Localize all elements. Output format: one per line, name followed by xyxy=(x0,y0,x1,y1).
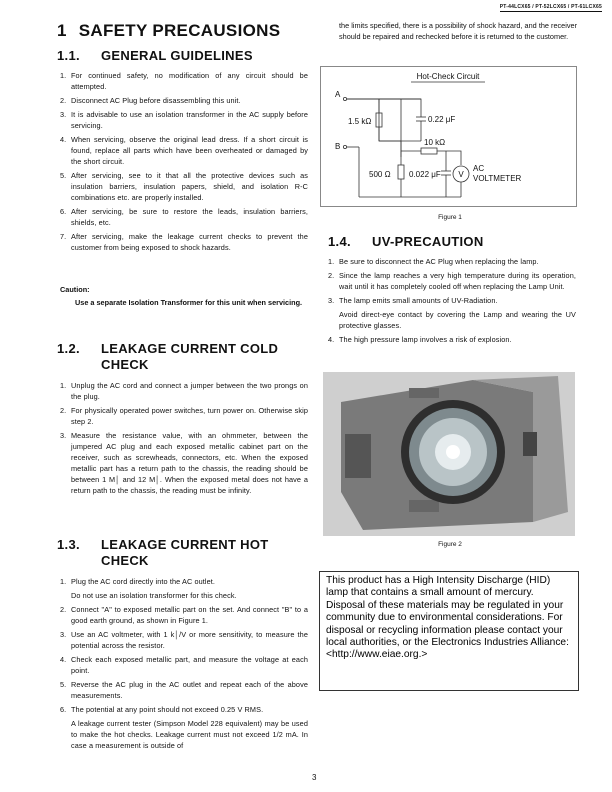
list-item xyxy=(60,704,308,751)
list-item xyxy=(328,334,576,345)
list-item-number: 2. xyxy=(328,271,335,280)
label-r1: 1.5 kΩ xyxy=(348,117,372,126)
list-item xyxy=(60,231,308,253)
caution-heading: Caution: xyxy=(60,285,90,294)
list-item-body: For continued safety, no modification of any circuit should be attempted. xyxy=(71,71,308,91)
resistor-10k xyxy=(421,148,437,154)
list-item-body: Connect "A" to exposed metallic part on the set. And connect "B" to a good earth ground, as shown in Figure 1. xyxy=(71,605,308,625)
list-item-text xyxy=(339,256,576,267)
page-number: 3 xyxy=(312,773,317,782)
list-item-body: Be sure to disconnect the AC Plug when replacing the lamp. xyxy=(339,257,539,266)
list-item-text xyxy=(71,231,308,253)
list-item-text xyxy=(71,654,308,676)
section-number: 1 xyxy=(57,21,67,40)
list-item-body: Unplug the AC cord and connect a jumper between the two prongs on the plug. xyxy=(71,381,308,401)
list-item-body: After servicing, make the leakage current checks to prevent the customer from being exposed to shock hazards. xyxy=(71,232,308,252)
label-r3: 500 Ω xyxy=(369,170,391,179)
heading-text: GENERAL GUIDELINES xyxy=(101,48,253,63)
list-item-text xyxy=(71,109,308,131)
list-item xyxy=(60,380,308,402)
list-item-body: The potential at any point should not exceed 0.25 V RMS. xyxy=(71,705,264,714)
terminal-b xyxy=(343,145,346,148)
list-item xyxy=(328,270,576,292)
list-item-body: The lamp emits small amounts of UV-Radiation. xyxy=(339,296,498,305)
list-item-body: For physically operated power switches, turn power on. Otherwise skip step 2. xyxy=(71,406,308,426)
list-item-text xyxy=(71,679,308,701)
list-item-number: 3. xyxy=(60,110,67,119)
hid-lamp-notice: This product has a High Intensity Discharge (HID) lamp that contains a small amount of mercury. Disposal of these materials may be regulated in your community due to environmental considerations. For disposal or recycling information please contact your local authorities, or the Electronics Industries Alliance: <http://www.eiae.org.> xyxy=(319,571,579,691)
list-item-text xyxy=(71,704,308,751)
list-item-number: 1. xyxy=(328,257,335,266)
list-item xyxy=(60,430,308,496)
meter-label-1: AC xyxy=(473,164,485,173)
list-item-body: The high pressure lamp involves a risk of explosion. xyxy=(339,335,512,344)
list-item-text xyxy=(71,206,308,228)
list-item-text xyxy=(71,604,308,626)
list-item-number: 1. xyxy=(60,381,67,390)
list-item-number: 7. xyxy=(60,232,67,241)
list-item-text xyxy=(339,334,576,345)
list-item-number: 1. xyxy=(60,577,67,586)
list-item-text xyxy=(71,380,308,402)
list-item-body: After servicing, be sure to restore the leads, insulation barriers, shields, etc. xyxy=(71,207,308,227)
heading-text: LEAKAGE CURRENT COLD CHECK xyxy=(101,341,279,372)
list-item-body: Check each exposed metallic part, and measure the voltage at each point. xyxy=(71,655,308,675)
hot-check-circuit-figure xyxy=(320,66,577,207)
meter-symbol: V xyxy=(458,170,464,179)
list-item-number: 1. xyxy=(60,71,67,80)
label-c2: 0.022 μF xyxy=(409,170,441,179)
list-item xyxy=(60,109,308,131)
figure-2-caption: Figure 2 xyxy=(438,541,462,548)
list-item xyxy=(60,134,308,167)
list-item xyxy=(60,95,308,106)
continuation-text: the limits specified, there is a possibility of shock hazard, and the receiver should be repaired and rechecked before it is returned to the customer. xyxy=(339,21,577,41)
list-item-body: After servicing, see to it that all the protective devices such as insulation barriers, insulation papers, shield, and isolation R-C combinations etc. are properly installed. xyxy=(71,171,308,202)
list-item xyxy=(328,295,576,331)
list-item-note: Do not use an isolation transformer for this check. xyxy=(71,591,237,600)
list-item-body: Disconnect AC Plug before disassembling this unit. xyxy=(71,96,241,105)
lamp-unit-image xyxy=(323,372,575,536)
section-1-1-heading xyxy=(57,48,309,64)
label-b: B xyxy=(335,142,341,151)
hot-check-list xyxy=(60,576,308,754)
section-1-2-heading xyxy=(57,341,309,373)
section-1-4-heading xyxy=(328,234,578,250)
section-1-3-heading xyxy=(57,537,309,569)
hot-check-circuit-diagram xyxy=(321,67,578,208)
label-c1: 0.22 μF xyxy=(428,115,456,124)
list-item-text xyxy=(339,295,576,331)
heading-text: LEAKAGE CURRENT HOT CHECK xyxy=(101,537,269,568)
figure-1-caption: Figure 1 xyxy=(438,214,462,221)
list-item-number: 6. xyxy=(60,207,67,216)
label-a: A xyxy=(335,90,341,99)
caution-text: Use a separate Isolation Transformer for this unit when servicing. xyxy=(75,298,303,307)
circuit-wires xyxy=(343,99,469,197)
list-item-text xyxy=(71,134,308,167)
list-item xyxy=(60,629,308,651)
list-item xyxy=(60,70,308,92)
model-number-header: PT-44LCX65 / PT-52LCX65 / PT-61LCX65 xyxy=(499,4,602,10)
list-item xyxy=(328,256,576,267)
list-item xyxy=(60,576,308,601)
general-guidelines-list xyxy=(60,70,308,256)
list-item-note: A leakage current tester (Simpson Model 228 equivalent) may be used to make the hot checks. Leakage current must not exceed 1/2 mA. In case a measurement is outside of xyxy=(71,719,308,750)
list-item xyxy=(60,679,308,701)
list-item-number: 4. xyxy=(60,655,67,664)
meter-label-2: VOLTMETER xyxy=(473,174,522,183)
list-item-note: Avoid direct-eye contact by covering the Lamp and wearing the UV protective glasses. xyxy=(339,310,576,330)
list-item-body: When servicing, observe the original lead dress. If a short circuit is found, replace all parts which have been overheated or damaged by the short circuit. xyxy=(71,135,308,166)
heading-number: 1.2. xyxy=(57,341,80,356)
list-item-number: 2. xyxy=(60,406,67,415)
list-item-number: 4. xyxy=(328,335,335,344)
list-item-body: It is advisable to use an isolation transformer in the AC supply before servicing. xyxy=(71,110,308,130)
list-item-number: 5. xyxy=(60,171,67,180)
list-item-body: Reverse the AC plug in the AC outlet and repeat each of the above measurements. xyxy=(71,680,308,700)
terminal-a xyxy=(343,97,346,100)
list-item xyxy=(60,206,308,228)
list-item-text xyxy=(71,170,308,203)
list-item-text xyxy=(339,270,576,292)
heading-number: 1.1. xyxy=(57,48,80,63)
list-item-number: 3. xyxy=(60,431,67,440)
lamp-unit-photo xyxy=(323,372,575,536)
list-item-body: Measure the resistance value, with an ohmmeter, between the jumpered AC plug and each exposed metallic cabinet part on the receiver, such as screwheads, connectors, etc. When the exposed metallic part has a return path to the chassis, the reading should be between 1 M│ and 12 M│. When the exposed metal does not have a return path to the chassis, the reading must be infinity. xyxy=(71,431,308,495)
resistor-500 xyxy=(398,165,404,179)
list-item xyxy=(60,604,308,626)
heading-number: 1.3. xyxy=(57,537,80,552)
list-item-body: Use an AC voltmeter, with 1 k│/V or more sensitivity, to measure the potential across the resistor. xyxy=(71,630,308,650)
list-item-number: 3. xyxy=(328,296,335,305)
list-item-number: 2. xyxy=(60,605,67,614)
list-item-number: 3. xyxy=(60,630,67,639)
list-item-text xyxy=(71,430,308,496)
list-item-number: 5. xyxy=(60,680,67,689)
cold-check-list xyxy=(60,380,308,499)
list-item-text xyxy=(71,70,308,92)
list-item xyxy=(60,405,308,427)
section-title: SAFETY PRECAUSIONS xyxy=(78,21,281,40)
list-item-text xyxy=(71,576,308,601)
list-item-body: Since the lamp reaches a very high temperature during its operation, wait until it has completely cooled off when replacing the Lamp Unit. xyxy=(339,271,576,291)
list-item xyxy=(60,170,308,203)
heading-text: UV-PRECAUTION xyxy=(372,234,484,249)
list-item-number: 6. xyxy=(60,705,67,714)
label-r2: 10 kΩ xyxy=(424,138,446,147)
list-item-text xyxy=(71,405,308,427)
section-1-title xyxy=(57,21,280,41)
list-item-number: 4. xyxy=(60,135,67,144)
list-item-text xyxy=(71,95,308,106)
list-item-text xyxy=(71,629,308,651)
list-item xyxy=(60,654,308,676)
heading-number: 1.4. xyxy=(328,234,351,249)
list-item-body: Plug the AC cord directly into the AC outlet. xyxy=(71,577,216,586)
circuit-title: Hot-Check Circuit xyxy=(416,72,480,81)
list-item-number: 2. xyxy=(60,96,67,105)
uv-precaution-list xyxy=(328,256,576,348)
